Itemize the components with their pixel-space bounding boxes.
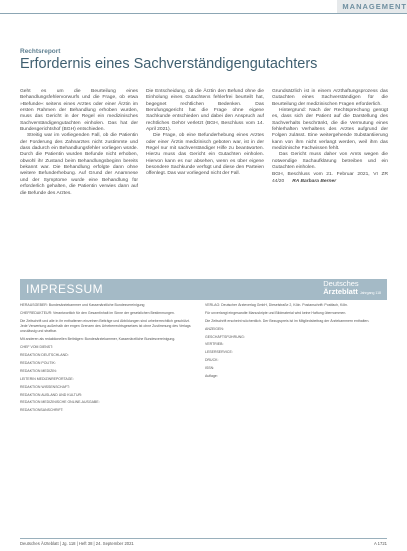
impressum-entry: VERLAG: Deutscher Ärzteverlag GmbH, Dieselstraße 2, Köln. Postanschrift: Postfach, Köln. [205, 303, 348, 307]
section-tab [337, 0, 407, 13]
author-name: RA Barbara Berner [292, 178, 337, 184]
impressum-entry: REDAKTION POLITIK: [20, 360, 56, 365]
impressum-entry: DRUCK: [205, 358, 219, 363]
brand-subline: Jahrgang 118 [359, 291, 381, 295]
impressum-entry: ANZEIGEN: [205, 326, 224, 331]
impressum-entry: Die Zeitschrift erscheint wöchentlich. Der Bezugspreis ist im Mitgliedsbeitrag der Ärztekammern enthalten. [205, 318, 370, 323]
article-kicker: Rechtsreport [20, 48, 61, 55]
impressum-title: IMPRESSUM [26, 282, 104, 296]
paragraph: Hintergrund: Nach der Rechtsprechung genügt es, dass sich der Patient auf die Darstellung des Sachverhalts beschränkt, die die Vermutung eines fehlerhaften Verhaltens des Arztes aufgrund der Folgen zulässt. Eine weitergehende Substantiierung kann von ihm nicht verlangt werden, weil ihm das medizinische Fachwissen fehlt. [272, 108, 388, 152]
article-title: Erfordernis eines Sachverständigengutachters [20, 56, 318, 72]
impressum-entry: VERTRIEB: [205, 342, 224, 347]
impressum-entry: Für unverlangt eingesandte Manuskripte und Bildmaterial wird keine Haftung übernommen. [205, 310, 347, 315]
brand-line-2: Ärzteblatt Jahrgang 118 [323, 287, 381, 296]
citation [272, 172, 388, 185]
impressum-entry: REDAKTION WISSENSCHAFT: [20, 384, 70, 389]
paragraph: Geht es um die Beurteilung eines Behandlungsfehlervorwurfs und die Frage, ob etwa »Befunde« seitens eines Arztes oder einer Ärztin im ersten Rahmen der Behandlung erhoben wurden, muss das Gericht in der Regel ein medizinisches Sachverständigengutachten einholen. Das hat der Bundesgerichtshof (BGH) entschieden. [20, 89, 138, 133]
article-column-3 [272, 89, 388, 185]
impressum-entry: HERAUSGEBER: Bundesärztekammer und Kassenärztliche Bundesvereinigung [20, 303, 145, 307]
paragraph: Streitig war im vorliegenden Fall, ob die Patientin der Forderung des Zahnarztes nicht zustimmte und dass dadurch ein Behandlungsfehler vorliegen würde. Durch die Patientin wurden Befunde nicht erhoben, obwohl ihr Zustand beim Behandlungsbeginn bereits bekannt war. Die Behandlung erfolgte dann ohne weitere Befunderhebung. Auf Grund der Anamnese und der Symptome wurde eine Behandlung für erforderlich gehalten, die Patientin verwies dann auf die Befunde des Arztes. [20, 133, 138, 196]
impressum-entry: Auflage: [205, 374, 218, 379]
paragraph: Die Entscheidung, ob die Ärztin den Befund ohne die Einholung eines Gutachtens fehlerfrei beurteilt hat, begegnet rechtlichen Bedenken. Das Berufungsgericht hat die Frage ohne eigene Sachkunde entschieden und dabei den Anspruch auf rechtliches Gehör verletzt (BGH, Beschluss vom 14. April 2021). [146, 89, 264, 133]
impressum-entry: Die Zeitschrift und alle in ihr enthaltenen einzelnen Beiträge und Abbildungen sind urheberrechtlich geschützt. Jede Verwertung außerhalb der engen Grenzen des Urheberrechtsgesetzes ist ohne Zustimmung des Verlags unzulässig und strafbar. [20, 318, 191, 334]
footer-rule [20, 538, 387, 539]
impressum-entry: REDAKTION DEUTSCHLAND: [20, 353, 69, 358]
paragraph: Das Gericht muss daher von Amts wegen die notwendige Sachaufklärung betreiben und ein Gutachten einholen. [272, 152, 388, 171]
impressum-entry: CHEFREDAKTEUR: Verantwortlich für den Gesamtinhalt im Sinne der gesetzlichen Bestimmungen. [20, 310, 175, 315]
paragraph: Die Frage, ob eine Befunderhebung eines Arztes oder einer Ärztin medizinisch geboten war, ist in der Regel nur mit sachverständiger Hilfe zu beantworten. Hierzu muss das Gericht ein Gutachten einholen. Hiervon kann es nur absehen, wenn es über eigene besondere Sachkunde verfügt und diese den Parteien offenlegt. Das war vorliegend nicht der Fall. [146, 133, 264, 177]
article-column-2 [146, 89, 264, 178]
impressum-entry: REDAKTION MEDIZINISCHE ONLINE-AUSGABE: [20, 400, 100, 405]
paragraph: Grundsätzlich ist in einem Arzthaftungsprozess das Gutachten eines Sachverständigen für die Beurteilung der medizinischen Fragen erforderlich. [272, 89, 388, 107]
section-label: MANAGEMENT [342, 2, 407, 11]
impressum-entry: LEITERIN MEDIZINREPORTAGE: [20, 376, 74, 381]
header-rule [0, 13, 407, 14]
impressum-entry: ISSN: [205, 366, 215, 371]
brand-logo [323, 280, 381, 297]
brand-line-1: Deutsches [323, 279, 359, 288]
impressum-entry: LESERSERVICE: [205, 350, 233, 355]
article-column-1 [20, 89, 138, 197]
citation-reference: BGH, Beschluss vom 21. Februar 2021, VI ZR 44/20 [272, 172, 388, 184]
impressum-entry: GESCHÄFTSFÜHRUNG: [205, 334, 245, 339]
page-number: A 1721 [373, 541, 387, 546]
impressum-column-right [205, 303, 387, 382]
impressum-bar [20, 279, 387, 300]
impressum-entry: REDAKTIONSANSCHRIFT: [20, 408, 64, 413]
impressum-entry: REDAKTION MEDIZIN: [20, 368, 57, 373]
footer-issue: Deutsches Ärzteblatt | Jg. 118 | Heft 38 | 24. September 2021 [20, 541, 134, 546]
impressum-column-left [20, 303, 195, 416]
impressum-entry: REDAKTION AUSLAND UND KULTUR: [20, 392, 82, 397]
impressum-entry: Mit anderen als redaktionellen Beiträgen: Bundesärztekammer, Kassenärztliche Bundesvereinigung. [20, 337, 176, 342]
impressum-entry: CHEF VOM DIENST: [20, 345, 53, 350]
